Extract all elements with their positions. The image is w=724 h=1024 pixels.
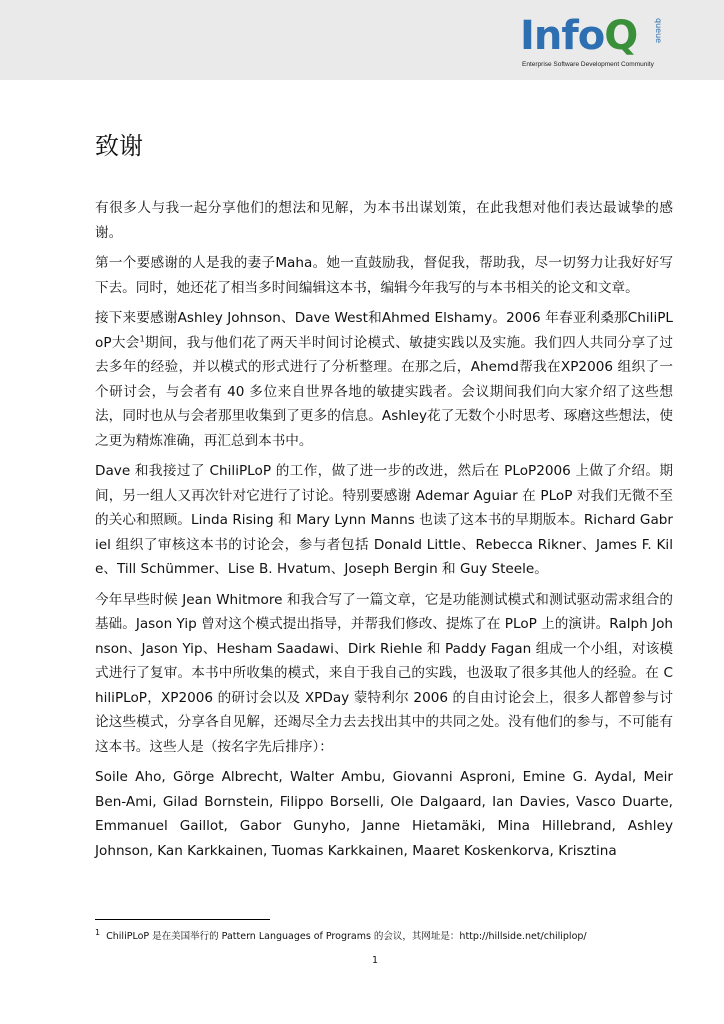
- paragraph: 今年早些时候 Jean Whitmore 和我合写了一篇文章，它是功能测试模式和测试驱动需求组合的基础。Jason Yip 曾对这个模式提出指导，并帮我们修改、提炼了在 PLoP 上的演讲。Ralph Johnson、Jason Yip、Hesham Saadawi、Dirk Riehle 和 Paddy Fagan 组成一个小组，对该模式进行了复审。本书中所收集的模式，来自于我自己的实践，也汲取了很多其他人的经验。在 ChiliPLoP，XP2006 的研讨会以及 XPDay 蒙特利尔 2006 的自由讨论会上，很多人都曾参与讨论这些模式，分享各自见解，还竭尽全力去去找出其中的共同之处。没有他们的参与，不可能有这本书。这些人是（按名字先后排序）：: [95, 591, 673, 755]
- page-title: 致谢: [95, 132, 143, 160]
- footnote-text: ChiliPLoP 是在美国举行的 Pattern Languages of Programs 的会议，其网址是：http://hillside.net/chiliplop/: [106, 931, 587, 942]
- paragraph: Dave 和我接过了 ChiliPLoP 的工作，做了进一步的改进，然后在 PLoP2006 上做了介绍。期间，另一组人又再次针对它进行了讨论。特别要感谢 Ademar Aguiar 在 PLoP 对我们无微不至的关心和照顾。Linda Rising 和 Mary Lynn Manns 也读了这本书的早期版本。Richard Gabriel 组织了审核这本书的讨论会，参与者包括 Donald Little、Rebecca Rikner、James F. Kile、Till Schümmer、Lise B. Hvatum、Joseph Bergin 和 Guy Steele。: [95, 463, 673, 577]
- paragraph-text: 期间，我与他们花了两天半时间讨论模式、敏捷实践以及实施。我们四人共同分享了过去多年的经验，并以模式的形式进行了分析整理。在那之后，Ahemd帮我在XP2006 组织了一个研讨会，与会者有 40 多位来自世界各地的敏捷实践者。会议期间我们向大家介绍了这些想法，同时也从与会者那里收集到了更多的信息。Ashley花了无数个小时思考、琢磨这些想法，使之更为精炼准确，再汇总到本书中。: [95, 334, 674, 449]
- footnote-divider: [95, 919, 270, 920]
- footnote-reference[interactable]: 1: [139, 333, 145, 343]
- logo-queue-text: queue: [654, 18, 663, 44]
- paragraph: 第一个要感谢的人是我的妻子Maha。她一直鼓励我，督促我，帮助我，尽一切努力让我好好写下去。同时，她还花了相当多时间编辑这本书，编辑今年我写的与本书相关的论文和文章。: [95, 255, 673, 296]
- logo-tagline: Enterprise Software Development Community: [522, 61, 654, 68]
- logo-word-main: Info: [520, 13, 605, 59]
- logo-wordmark: [520, 14, 637, 58]
- logo-word-q: Q: [604, 13, 638, 59]
- paragraph-names: Soile Aho, Görge Albrecht, Walter Ambu, Giovanni Asproni, Emine G. Aydal, Meir Ben-Ami, Gilad Bornstein, Filippo Borselli, Ole Dalgaard, Ian Davies, Vasco Duarte, Emmanuel Gaillot, Gabor Gunyho, Janne Hietamäki, Mina Hillebrand, Ashley Johnson, Kan Karkkainen, Tuomas Karkkainen, Maaret Koskenkorva, Krisztina: [95, 769, 673, 859]
- infoq-logo: [520, 14, 680, 74]
- page-number: 1: [372, 955, 379, 966]
- footnote-marker: 1: [95, 927, 101, 937]
- paragraph-text: 接下来要感谢Ashley Johnson、Dave West和Ahmed Elshamy。2006 年春亚利桑那ChiliPLoP大会: [95, 310, 673, 351]
- paragraph: [95, 306, 673, 453]
- paragraph: 有很多人与我一起分享他们的想法和见解，为本书出谋划策，在此我想对他们表达最诚挚的感谢。: [95, 200, 673, 241]
- body-text: [95, 196, 673, 869]
- page-header: [0, 0, 724, 80]
- footnote: [95, 927, 695, 944]
